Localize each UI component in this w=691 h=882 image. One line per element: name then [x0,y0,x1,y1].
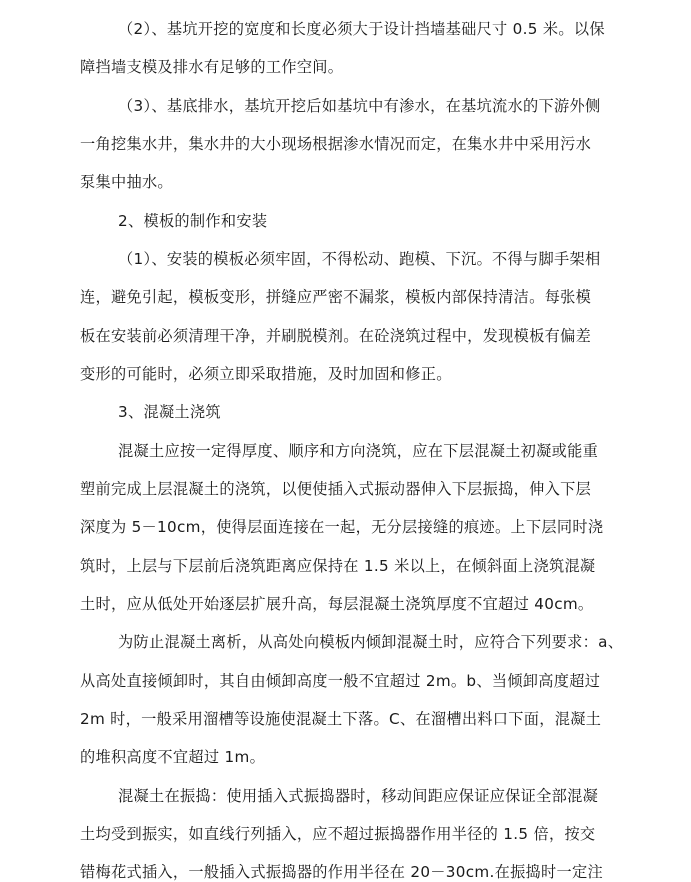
formwork-para-line-1: （1）、安装的模板必须牢固，不得松动、跑模、下沉。不得与脚手架相 [118,250,601,268]
segregation-para-line-2: 从高处直接倾卸时，其自由倾卸高度一般不宜超过 2m。b、当倾卸高度超过 [80,672,601,690]
vibration-para-line-2: 土均受到振实，如直线行列插入，应不超过振捣器作用半径的 1.5 倍，按交 [80,825,596,843]
concrete-para-line-3: 深度为 5－10cm，使得层面连接在一起，无分层接缝的痕迹。上下层同时浇 [80,518,604,536]
vibration-para-line-1: 混凝土在振捣：使用插入式振捣器时，移动间距应保证应保证全部混凝 [118,787,599,805]
segregation-para-line-1: 为防止混凝土离析，从高处向模板内倾卸混凝土时，应符合下列要求：a、 [118,633,624,651]
formwork-para-line-2: 连，避免引起，模板变形，拼缝应严密不漏浆，模板内部保持清洁。每张模 [80,288,592,306]
vibration-para-line-3: 错梅花式插入，一般插入式振捣器的作用半径在 20－30cm.在振捣时一定注 [80,863,603,881]
concrete-para-line-4: 筑时，上层与下层前后浇筑距离应保持在 1.5 米以上，在倾斜面上浇筑混凝 [80,557,596,575]
para-3-line-3: 泵集中抽水。 [80,173,173,191]
para-3-line-2: 一角挖集水井，集水井的大小现场根据渗水情况而定，在集水井中采用污水 [80,135,592,153]
concrete-para-line-1: 混凝土应按一定得厚度、顺序和方向浇筑，应在下层混凝土初凝或能重 [118,442,599,460]
concrete-para-line-5: 土时，应从低处开始逐层扩展升高，每层混凝土浇筑厚度不宜超过 40cm。 [80,595,594,613]
concrete-para-line-2: 塑前完成上层混凝土的浇筑，以便使插入式振动器伸入下层振捣，伸入下层 [80,480,592,498]
section-heading-concrete: 3、混凝土浇筑 [118,403,221,421]
section-heading-formwork: 2、模板的制作和安装 [118,212,268,230]
para-2-line-2: 障挡墙支模及排水有足够的工作空间。 [80,58,344,76]
formwork-para-line-4: 变形的可能时，必须立即采取措施，及时加固和修正。 [80,365,452,383]
segregation-para-line-3: 2m 时，一般采用溜槽等设施使混凝土下落。C、在溜槽出料口下面，混凝土 [80,710,602,728]
para-2-line-1: （2）、基坑开挖的宽度和长度必须大于设计挡墙基础尺寸 0.5 米。以保 [118,20,605,38]
para-3-line-1: （3）、基底排水，基坑开挖后如基坑中有渗水，在基坑流水的下游外侧 [118,97,601,115]
segregation-para-line-4: 的堆积高度不宜超过 1m。 [80,748,266,766]
formwork-para-line-3: 板在安装前必须清理干净，并刷脱模剂。在砼浇筑过程中，发现模板有偏差 [80,327,592,345]
